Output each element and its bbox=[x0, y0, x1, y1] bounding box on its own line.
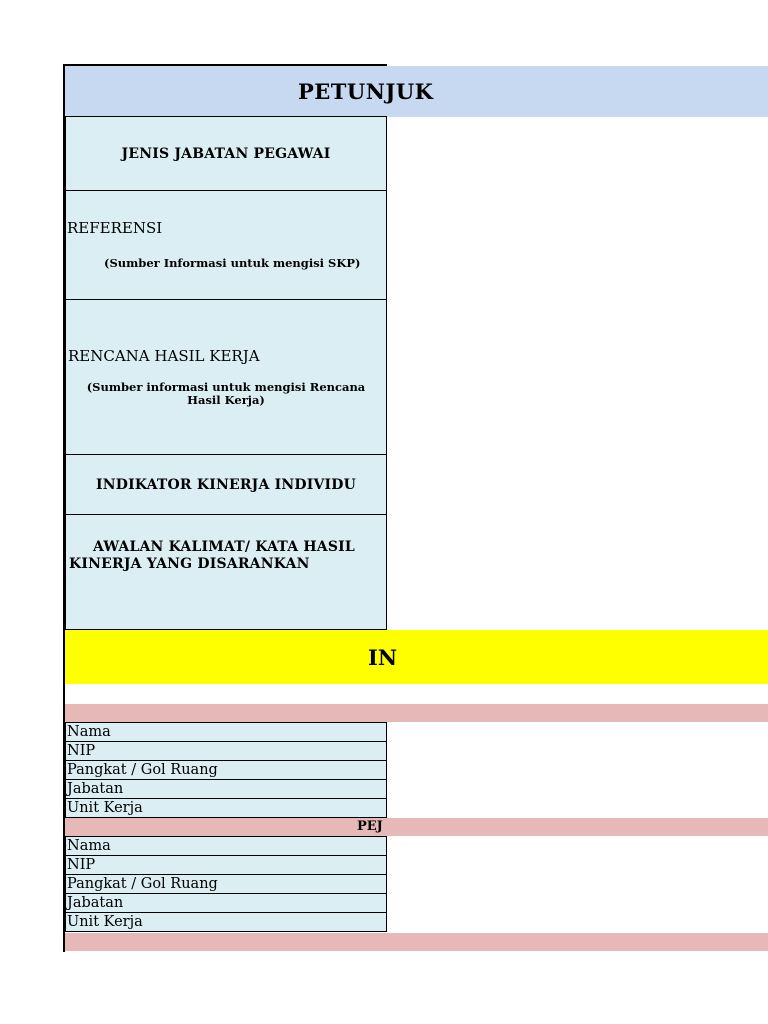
pejabat-label: PEJ bbox=[357, 819, 383, 834]
cell-jenis-jabatan[interactable] bbox=[65, 116, 387, 191]
pejabat-row-unit-kerja[interactable]: Unit Kerja bbox=[65, 912, 387, 932]
rencana-label: RENCANA HASIL KERJA bbox=[68, 347, 260, 365]
pejabat-header-band bbox=[65, 818, 768, 836]
awalan-label: AWALAN KALIMAT/ KATA HASIL KINERJA YANG DISARANKAN bbox=[69, 539, 355, 572]
referensi-label: REFERENSI bbox=[67, 219, 163, 237]
cell-rencana[interactable] bbox=[65, 299, 387, 455]
cell-indikator[interactable] bbox=[65, 454, 387, 515]
page-title: PETUNJUK bbox=[298, 79, 434, 104]
pegawai-header-band bbox=[65, 704, 768, 722]
pejabat-row-jabatan[interactable]: Jabatan bbox=[65, 893, 387, 913]
top-border bbox=[63, 64, 387, 66]
referensi-sub: (Sumber Informasi untuk mengisi SKP) bbox=[104, 256, 361, 270]
jenis-jabatan-label: JENIS JABATAN PEGAWAI bbox=[121, 146, 331, 162]
pegawai-row-nip[interactable]: NIP bbox=[65, 741, 387, 761]
footer-band bbox=[65, 933, 768, 951]
cell-referensi[interactable] bbox=[65, 190, 387, 300]
section-band bbox=[65, 630, 768, 684]
pegawai-row-pangkat[interactable]: Pangkat / Gol Ruang bbox=[65, 760, 387, 780]
pegawai-row-jabatan[interactable]: Jabatan bbox=[65, 779, 387, 799]
pegawai-row-unit-kerja[interactable]: Unit Kerja bbox=[65, 798, 387, 818]
section-title: IN bbox=[368, 645, 398, 670]
cell-awalan[interactable] bbox=[65, 514, 387, 630]
indikator-label: INDIKATOR KINERJA INDIVIDU bbox=[95, 477, 357, 493]
pejabat-row-pangkat[interactable]: Pangkat / Gol Ruang bbox=[65, 874, 387, 894]
pejabat-row-nama[interactable]: Nama bbox=[65, 836, 387, 856]
pejabat-row-nip[interactable]: NIP bbox=[65, 855, 387, 875]
pegawai-row-nama[interactable]: Nama bbox=[65, 722, 387, 742]
rencana-sub: (Sumber informasi untuk mengisi Rencana Hasil Kerja) bbox=[86, 380, 366, 407]
